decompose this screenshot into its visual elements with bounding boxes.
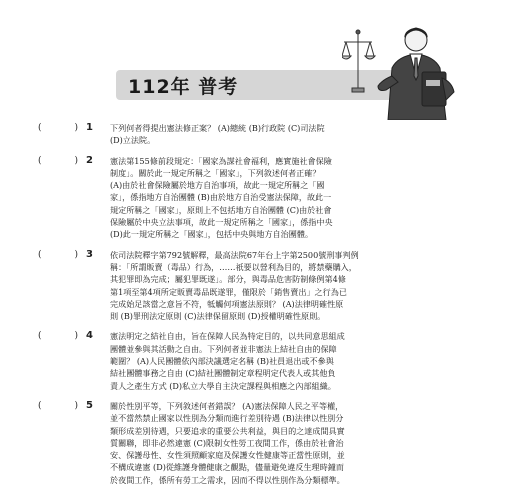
question-number: 2 bbox=[86, 154, 93, 166]
question-item bbox=[38, 154, 430, 241]
answer-parentheses bbox=[38, 331, 78, 341]
question-number: 4 bbox=[86, 330, 93, 342]
paren-close: ) bbox=[74, 249, 78, 260]
paren-close: ) bbox=[74, 155, 78, 166]
paren-close: ) bbox=[74, 331, 78, 342]
question-number: 5 bbox=[86, 399, 93, 411]
paren-open: ( bbox=[38, 155, 42, 166]
question-item bbox=[38, 399, 430, 486]
lawyer-scales-illustration bbox=[342, 20, 460, 120]
question-list bbox=[38, 122, 430, 494]
answer-parentheses bbox=[38, 156, 78, 166]
question-text: 憲法第155條前段規定：「國家為謀社會福利，應實施社會保險 制度」。關於此一規定所稱之「國家」，下列敘述何者正確？ (A)由於社會保險屬於地方自治事項，故此一規定所稱之「國 家」，係指地方自治團體 (B)由於地方自治受憲法保障，故此一 規定所稱之「國家」，原則上不包括地方自治團體 (C)由於社會 保險屬於中央立法事項，故此一規定所稱之「國家」，係指中央 (D)此一規定所稱之「國家」，包括中央與地方自治團體。 bbox=[110, 155, 333, 240]
answer-parentheses bbox=[38, 250, 78, 260]
answer-parentheses bbox=[38, 401, 78, 411]
exam-title: 112年 普考 bbox=[128, 76, 239, 98]
answer-parentheses bbox=[38, 123, 78, 133]
question-text: 依司法院釋字第792號解釋，最高法院67年台上字第2500號刑事判例 稱：「所謂販賣（毒品）行為，……祇要以營利為目的，將禁藥購入， 其犯罪即為完成；屬犯罪既遂」。部分，與毒品危害防制條例第4條 第1項至第4項所定販賣毒品既遂罪，僅限於「銷售賣出」之行為已 完成始足該當之意旨不符，牴觸何項憲法原則？ (A)法律明確性原 則 (B)罪刑法定原則 (C)法律保留原則 (D)授權明確性原則。 bbox=[110, 249, 359, 322]
question-item bbox=[38, 330, 430, 391]
paren-close: ) bbox=[74, 400, 78, 411]
question-text: 憲法明定之結社自由，旨在保障人民為特定目的，以共同意思組成 團體並參與其活動之自由。下列何者並非憲法上結社自由的保障 範圍？ (A)人民團體依內部決議選定名稱 (B)社員退出或不參與 結社團體事務之自由 (C)結社團體制定章程明定代表人或其他負 責人之產生方式 (D)私立大學自主決定課程與相應之內部組織。 bbox=[110, 331, 345, 391]
question-number: 1 bbox=[86, 122, 93, 133]
question-item bbox=[38, 122, 430, 147]
question-text: 下列何者得提出憲法修正案？ (A)總統 (B)行政院 (C)司法院 (D)立法院。 bbox=[110, 123, 325, 146]
question-text: 關於性別平等，下列敘述何者錯誤？ (A)憲法保障人民之平等權， 並不當然禁止國家以性別為分類而進行差別待遇 (B)法律以性別分 類形成差別待遇，只要追求的重要公共利益，與目的之達成間具實 質關聯，即非必然違憲 (C)限制女性勞工夜間工作，係由於社會治 安、保護母性、女性須照顧家庭及保護女性健康等正當性原則，並 不構成違憲 (D)從維護身體健康之觀點，儘量避免違反生理時鐘而 於夜間工作，係所有勞工之需求，因而不得以性別作為分類標準。 bbox=[110, 400, 345, 485]
paren-close: ) bbox=[74, 123, 78, 133]
paren-open: ( bbox=[38, 123, 42, 133]
paren-open: ( bbox=[38, 331, 42, 342]
paren-open: ( bbox=[38, 249, 42, 260]
question-item bbox=[38, 248, 430, 323]
paren-open: ( bbox=[38, 400, 42, 411]
question-number: 3 bbox=[86, 248, 93, 260]
